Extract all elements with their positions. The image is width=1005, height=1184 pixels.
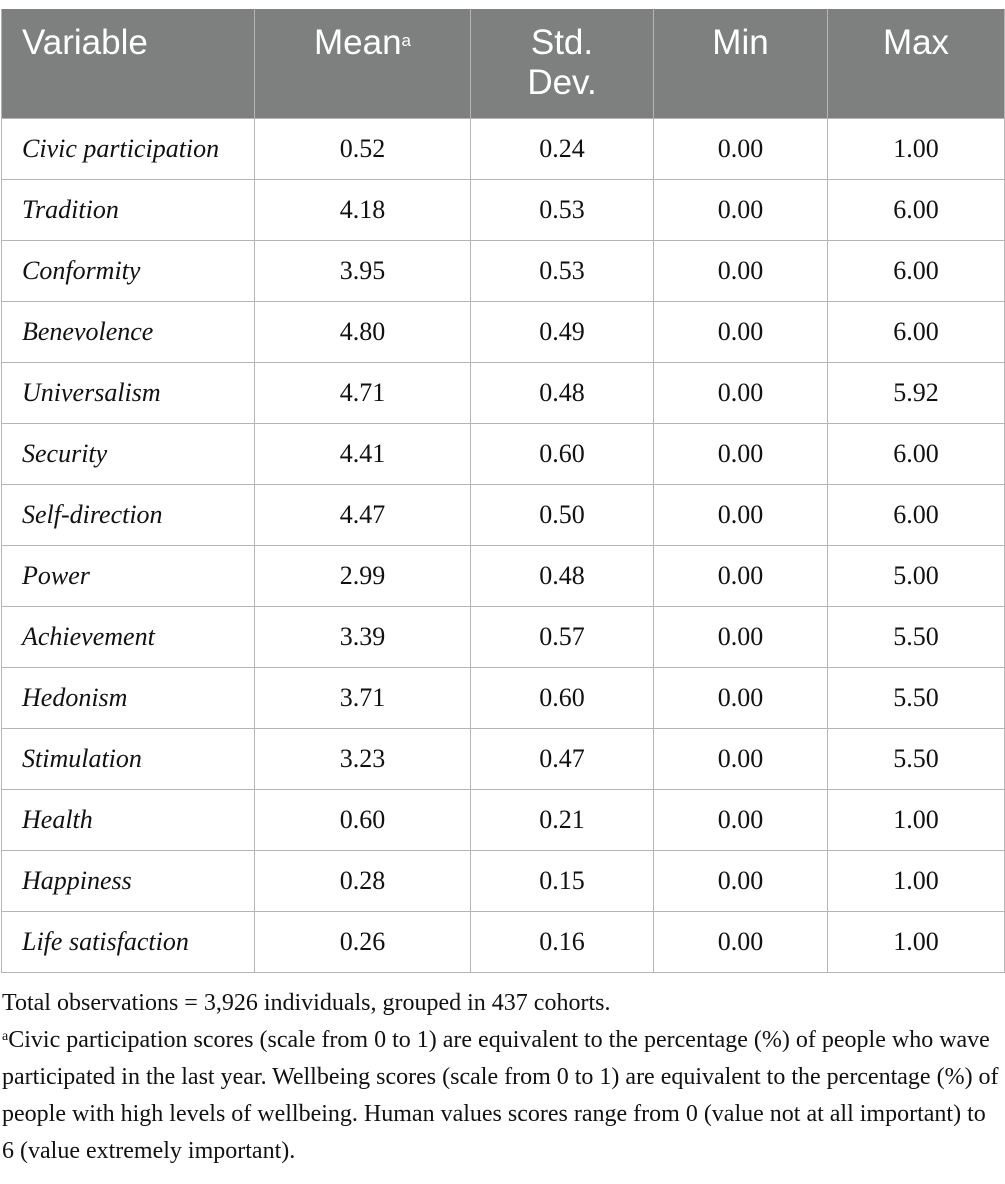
- cell-min: 0.00: [654, 423, 828, 484]
- table-notes: [2, 985, 1002, 1170]
- cell-std-dev: 0.57: [471, 606, 654, 667]
- cell-std-dev: 0.24: [471, 118, 654, 179]
- cell-mean: 4.80: [255, 301, 471, 362]
- cell-max: 1.00: [828, 911, 1005, 972]
- cell-min: 0.00: [654, 362, 828, 423]
- cell-mean: 3.95: [255, 240, 471, 301]
- cell-std-dev: 0.49: [471, 301, 654, 362]
- cell-max: 5.50: [828, 667, 1005, 728]
- header-std-line2: Dev.: [527, 63, 597, 102]
- table-row: [2, 362, 1005, 423]
- table-row: [2, 789, 1005, 850]
- cell-mean: 3.23: [255, 728, 471, 789]
- cell-std-dev: 0.53: [471, 240, 654, 301]
- cell-min: 0.00: [654, 850, 828, 911]
- cell-max: 1.00: [828, 850, 1005, 911]
- cell-max: 6.00: [828, 240, 1005, 301]
- cell-max: 6.00: [828, 423, 1005, 484]
- cell-variable: Stimulation: [2, 728, 255, 789]
- header-mean-footnote-marker: a: [401, 31, 412, 50]
- table-row: [2, 301, 1005, 362]
- table-row: [2, 423, 1005, 484]
- cell-max: 5.00: [828, 545, 1005, 606]
- cell-max: 5.50: [828, 728, 1005, 789]
- footnote-a-marker: a: [2, 1029, 9, 1044]
- cell-variable: Life satisfaction: [2, 911, 255, 972]
- cell-mean: 3.39: [255, 606, 471, 667]
- cell-std-dev: 0.60: [471, 423, 654, 484]
- cell-variable: Health: [2, 789, 255, 850]
- cell-min: 0.00: [654, 240, 828, 301]
- cell-std-dev: 0.48: [471, 362, 654, 423]
- cell-variable: Tradition: [2, 179, 255, 240]
- cell-mean: 0.26: [255, 911, 471, 972]
- table-header: [2, 9, 1005, 118]
- cell-mean: 0.60: [255, 789, 471, 850]
- footnote-a: [2, 1022, 1002, 1170]
- cell-max: 1.00: [828, 789, 1005, 850]
- table-body: [2, 118, 1005, 972]
- cell-std-dev: 0.16: [471, 911, 654, 972]
- table-row: [2, 606, 1005, 667]
- header-std-dev: [471, 9, 654, 118]
- cell-min: 0.00: [654, 606, 828, 667]
- cell-max: 5.50: [828, 606, 1005, 667]
- table-row: [2, 179, 1005, 240]
- cell-min: 0.00: [654, 728, 828, 789]
- descriptive-statistics-table: [1, 9, 1005, 973]
- table-row: [2, 240, 1005, 301]
- cell-std-dev: 0.21: [471, 789, 654, 850]
- cell-mean: 4.18: [255, 179, 471, 240]
- table-row: [2, 484, 1005, 545]
- header-min: Min: [654, 9, 828, 118]
- cell-max: 6.00: [828, 484, 1005, 545]
- cell-min: 0.00: [654, 118, 828, 179]
- cell-std-dev: 0.48: [471, 545, 654, 606]
- header-std-line1: Std.: [530, 23, 594, 62]
- header-max: Max: [828, 9, 1005, 118]
- cell-variable: Happiness: [2, 850, 255, 911]
- cell-std-dev: 0.60: [471, 667, 654, 728]
- cell-min: 0.00: [654, 179, 828, 240]
- cell-mean: 4.41: [255, 423, 471, 484]
- table-row: [2, 911, 1005, 972]
- cell-variable: Universalism: [2, 362, 255, 423]
- cell-std-dev: 0.50: [471, 484, 654, 545]
- header-row: [2, 9, 1005, 118]
- cell-min: 0.00: [654, 301, 828, 362]
- cell-max: 6.00: [828, 179, 1005, 240]
- cell-variable: Achievement: [2, 606, 255, 667]
- cell-min: 0.00: [654, 789, 828, 850]
- cell-mean: 2.99: [255, 545, 471, 606]
- cell-min: 0.00: [654, 484, 828, 545]
- table-row: [2, 667, 1005, 728]
- cell-min: 0.00: [654, 667, 828, 728]
- total-observations-note: Total observations = 3,926 individuals, grouped in 437 cohorts.: [2, 990, 611, 1016]
- cell-mean: 0.52: [255, 118, 471, 179]
- header-mean-label: Mean: [313, 23, 402, 62]
- cell-variable: Self-direction: [2, 484, 255, 545]
- cell-std-dev: 0.15: [471, 850, 654, 911]
- cell-max: 6.00: [828, 301, 1005, 362]
- cell-mean: 4.71: [255, 362, 471, 423]
- cell-variable: Hedonism: [2, 667, 255, 728]
- cell-variable: Conformity: [2, 240, 255, 301]
- cell-min: 0.00: [654, 911, 828, 972]
- cell-max: 5.92: [828, 362, 1005, 423]
- cell-variable: Civic participation: [2, 118, 255, 179]
- table-row: [2, 850, 1005, 911]
- cell-variable: Benevolence: [2, 301, 255, 362]
- cell-variable: Security: [2, 423, 255, 484]
- cell-variable: Power: [2, 545, 255, 606]
- cell-std-dev: 0.53: [471, 179, 654, 240]
- header-variable: Variable: [2, 9, 255, 118]
- cell-min: 0.00: [654, 545, 828, 606]
- header-mean: [255, 9, 471, 118]
- footnote-a-text: Civic participation scores (scale from 0 to 1) are equivalent to the percentage (%) of people who wave participated in the last year. Wellbeing scores (scale from 0 to 1) are equivalent to the percentage (%) of people with high levels of wellbeing. Human values scores range from 0 (value not at all important) to 6 (value extremely important).: [2, 1027, 999, 1164]
- table-row: [2, 118, 1005, 179]
- cell-mean: 4.47: [255, 484, 471, 545]
- cell-max: 1.00: [828, 118, 1005, 179]
- table-row: [2, 728, 1005, 789]
- table-row: [2, 545, 1005, 606]
- cell-std-dev: 0.47: [471, 728, 654, 789]
- cell-mean: 3.71: [255, 667, 471, 728]
- cell-mean: 0.28: [255, 850, 471, 911]
